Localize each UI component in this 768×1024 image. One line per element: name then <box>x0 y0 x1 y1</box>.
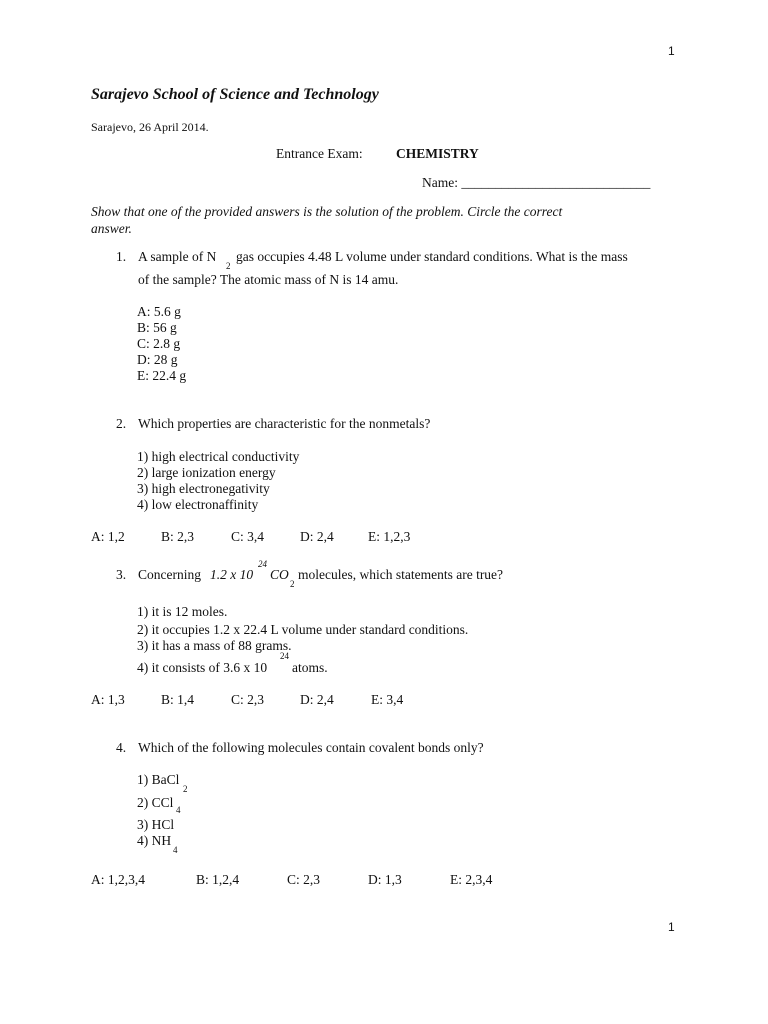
answer-choice: C: 2,3 <box>287 872 321 887</box>
answer-option: A: 5.6 g <box>137 304 181 319</box>
answer-option: C: 2.8 g <box>137 336 181 351</box>
statement-item: 3) it has a mass of 88 grams. <box>137 638 292 653</box>
statement-item: 3) high electronegativity <box>137 481 270 496</box>
school-title: Sarajevo School of Science and Technology <box>91 86 379 103</box>
question-text-part: Concerning <box>138 567 201 582</box>
question-text-part: A sample of N <box>138 249 217 264</box>
formula-molecule: CO <box>270 567 289 582</box>
question-text: Which of the following molecules contain covalent bonds only? <box>138 740 484 755</box>
statement-item: 4) it consists of 3.6 x 10 <box>137 660 268 675</box>
question-number: 2. <box>116 416 127 431</box>
molecule-item: 2) CCl <box>137 795 174 810</box>
statement-item: 1) it is 12 moles. <box>137 604 228 619</box>
answer-choice: A: 1,2 <box>91 529 125 544</box>
answer-choice: B: 2,3 <box>161 529 195 544</box>
question-number: 3. <box>116 567 127 582</box>
question-text: Which properties are characteristic for the nonmetals? <box>138 416 431 431</box>
instructions-line-2: answer. <box>91 221 132 236</box>
statement-item: 4) low electronaffinity <box>137 497 259 512</box>
statement-item-end: atoms. <box>292 660 328 675</box>
answer-choice: C: 3,4 <box>231 529 265 544</box>
subscript: 2 <box>226 261 231 271</box>
molecule-item: 4) NH <box>137 833 172 848</box>
question-text-part: gas occupies 4.48 L volume under standard conditions. What is the mass <box>236 249 628 264</box>
answer-option: D: 28 g <box>137 352 178 367</box>
molecule-item: 1) BaCl <box>137 772 180 787</box>
superscript-exponent: 24 <box>280 651 289 661</box>
exam-date: Sarajevo, 26 April 2014. <box>91 120 209 134</box>
answer-choice: E: 2,3,4 <box>450 872 493 887</box>
subscript: 4 <box>173 845 178 855</box>
subscript: 2 <box>183 784 188 794</box>
exam-subject: CHEMISTRY <box>396 146 479 161</box>
answer-choice: D: 2,4 <box>300 529 334 544</box>
answer-choice: B: 1,2,4 <box>196 872 240 887</box>
superscript-exponent: 24 <box>258 559 267 569</box>
formula-coefficient: 1.2 x 10 <box>210 567 254 582</box>
instructions-line-1: Show that one of the provided answers is the solution of the problem. Circle the correct <box>91 204 563 219</box>
question-text-line-2: of the sample? The atomic mass of N is 14 amu. <box>138 272 399 287</box>
answer-choice: C: 2,3 <box>231 692 265 707</box>
molecule-item: 3) HCl <box>137 817 175 832</box>
question-text-part: molecules, which statements are true? <box>298 567 504 582</box>
answer-option: E: 22.4 g <box>137 368 187 383</box>
answer-choice: E: 1,2,3 <box>368 529 411 544</box>
subscript: 2 <box>290 579 295 589</box>
answer-choice: D: 2,4 <box>300 692 334 707</box>
answer-choice: E: 3,4 <box>371 692 404 707</box>
exam-label: Entrance Exam: <box>276 146 363 161</box>
answer-option: B: 56 g <box>137 320 177 335</box>
name-line: Name: ____________________________ <box>422 175 651 190</box>
answer-choice: D: 1,3 <box>368 872 402 887</box>
answer-choice: B: 1,4 <box>161 692 195 707</box>
question-number: 1. <box>116 249 127 264</box>
answer-choice: A: 1,2,3,4 <box>91 872 145 887</box>
answer-choice: A: 1,3 <box>91 692 125 707</box>
page-number-top: 1 <box>668 44 675 58</box>
statement-item: 2) large ionization energy <box>137 465 276 480</box>
statement-item: 2) it occupies 1.2 x 22.4 L volume under standard conditions. <box>137 622 469 637</box>
subscript: 4 <box>176 805 181 815</box>
statement-item: 1) high electrical conductivity <box>137 449 300 464</box>
question-number: 4. <box>116 740 127 755</box>
page-number-bottom: 1 <box>668 920 675 934</box>
